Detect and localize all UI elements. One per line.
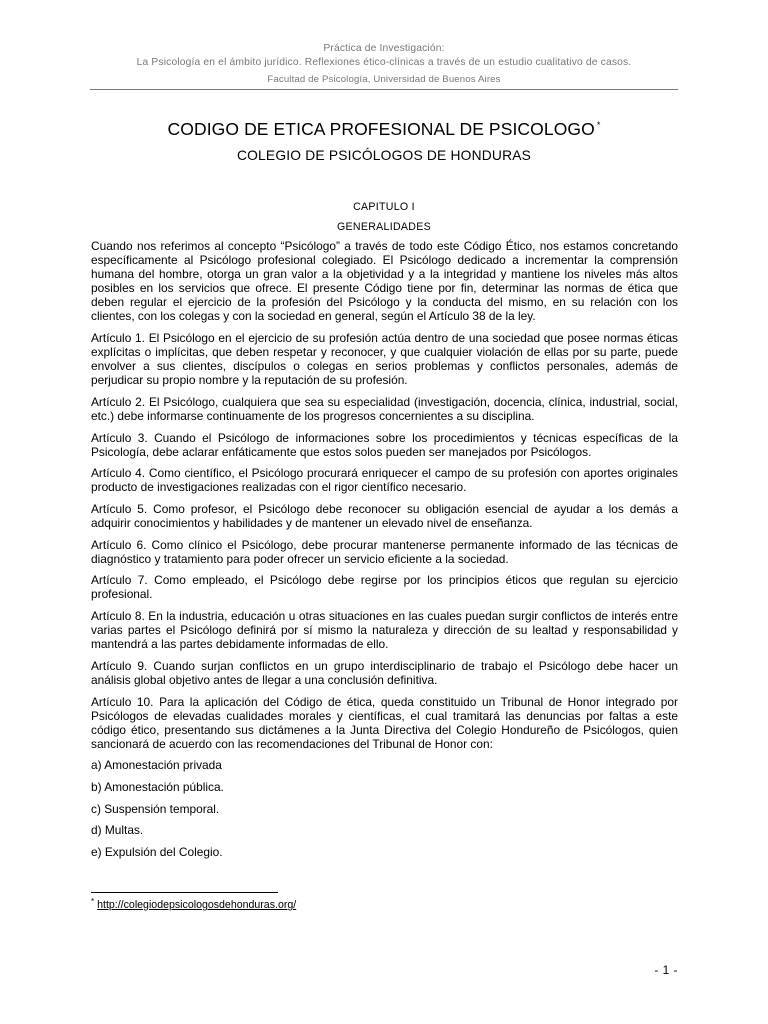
- sanction-item: b) Amonestación pública.: [91, 780, 224, 794]
- paragraph-article-9: Artículo 9. Cuando surjan conflictos en un grupo interdisciplinario de trabajo el Psicólogo debe hacer un análisis global objetivo antes de llegar a una conclusión definitiva.: [91, 658, 678, 687]
- section-heading: GENERALIDADES: [337, 221, 431, 233]
- footnote-mark: *: [91, 897, 95, 906]
- paragraph-article-6: Artículo 6. Como clínico el Psicólogo, debe procurar mantenerse permanente informado de las técnicas de diagnóstico y tratamiento para poder ofrecer un servicio eficiente a la sociedad.: [91, 537, 678, 566]
- document-title-text: CODIGO DE ETICA PROFESIONAL DE PSICOLOGO: [167, 119, 595, 139]
- header-line-2: La Psicología en el ámbito jurídico. Reflexiones ético-clínicas a través de un estudio cualitativo de casos.: [136, 56, 632, 68]
- document-subtitle: COLEGIO DE PSICÓLOGOS DE HONDURAS: [236, 148, 532, 163]
- footnote: [91, 897, 296, 911]
- paragraph-intro: Cuando nos referimos al concepto “Psicólogo” a través de todo este Código Ético, nos estamos concretando específicamente al Psicólogo profesional colegiado. El Psicólogo dedicado a incrementar la comprensión humana del hombre, otorga un gran valor a la objetividad y a la integridad y mantiene los niveles más altos posibles en los servicios que ofrece. El presente Código tiene por fin, determinar las normas de ética que deben regular el ejercicio de la profesión del Psicólogo y la conducta del mismo, en su relación con los clientes, con los colegas y con la sociedad en general, según el Artículo 38 de la ley.: [91, 239, 678, 324]
- sanction-item: e) Expulsión del Colegio.: [91, 844, 223, 859]
- sanction-item: a) Amonestación privada: [91, 758, 222, 773]
- sanction-item: c) Suspensión temporal.: [91, 801, 220, 816]
- document-title: [90, 119, 678, 140]
- chapter-heading: CAPITULO I: [353, 201, 415, 213]
- page-number: - 1 -: [654, 963, 678, 977]
- header-divider: [90, 89, 678, 90]
- header-line-1: Práctica de Investigación:: [323, 43, 445, 54]
- sanction-item: d) Multas.: [91, 823, 144, 838]
- footnote-divider: [91, 892, 278, 893]
- paragraph-article-7: Artículo 7. Como empleado, el Psicólogo debe regirse por los principios éticos que regulan su ejercicio profesional.: [91, 573, 678, 602]
- header-line-3: Facultad de Psicología, Universidad de Buenos Aires: [267, 74, 501, 85]
- paragraph-article-8: Artículo 8. En la industria, educación u otras situaciones en las cuales puedan surgir conflictos de interés entre varias partes el Psicólogo definirá por sí mismo la naturaleza y dirección de su lealtad y responsabilidad y mantendrá a las partes debidamente informadas de ello.: [91, 609, 678, 652]
- paragraph-article-4: Artículo 4. Como científico, el Psicólogo procurará enriquecer el campo de su profesión con aportes originales producto de investigaciones realizadas con el rigor científico necesario.: [91, 466, 678, 495]
- paragraph-article-5: Artículo 5. Como profesor, el Psicólogo debe reconocer su obligación esencial de ayudar a los demás a adquirir conocimientos y habilidades y de mantener un elevado nivel de enseñanza.: [91, 502, 678, 531]
- paragraph-article-1: Artículo 1. El Psicólogo en el ejercicio de su profesión actúa dentro de una sociedad que posee normas éticas explícitas o implícitas, que deben respetar y reconocer, y que cualquier violación de ellas por su parte, puede envolver a sus clientes, discípulos o colegas en serios problemas y conflictos personales, además de perjudicar su propio nombre y la reputación de su profesión.: [91, 331, 678, 388]
- footnote-link[interactable]: http://colegiodepsicologosdehonduras.org/: [97, 899, 297, 911]
- title-footnote-mark: *: [596, 120, 601, 130]
- paragraph-article-10: Artículo 10. Para la aplicación del Código de ética, queda constituido un Tribunal de Honor integrado por Psicólogos de elevadas cualidades morales y científicas, el cual tramitará las denuncias por faltas a este código ético, presentando sus dictámenes a la Junta Directiva del Colegio Hondureño de Psicólogos, quien sancionará de acuerdo con las recomendaciones del Tribunal de Honor con:: [91, 694, 678, 751]
- document-body: [91, 239, 678, 866]
- paragraph-article-3: Artículo 3. Cuando el Psicólogo de informaciones sobre los procedimientos y técnicas específicas de la Psicología, debe aclarar enfáticamente que estos solos pueden ser manejados por Psicólogos.: [91, 430, 678, 459]
- running-header: [90, 42, 678, 87]
- paragraph-article-2: Artículo 2. El Psicólogo, cualquiera que sea su especialidad (investigación, docencia, clínica, industrial, social, etc.) debe informarse continuamente de los progresos concernientes a su disciplina.: [91, 394, 678, 424]
